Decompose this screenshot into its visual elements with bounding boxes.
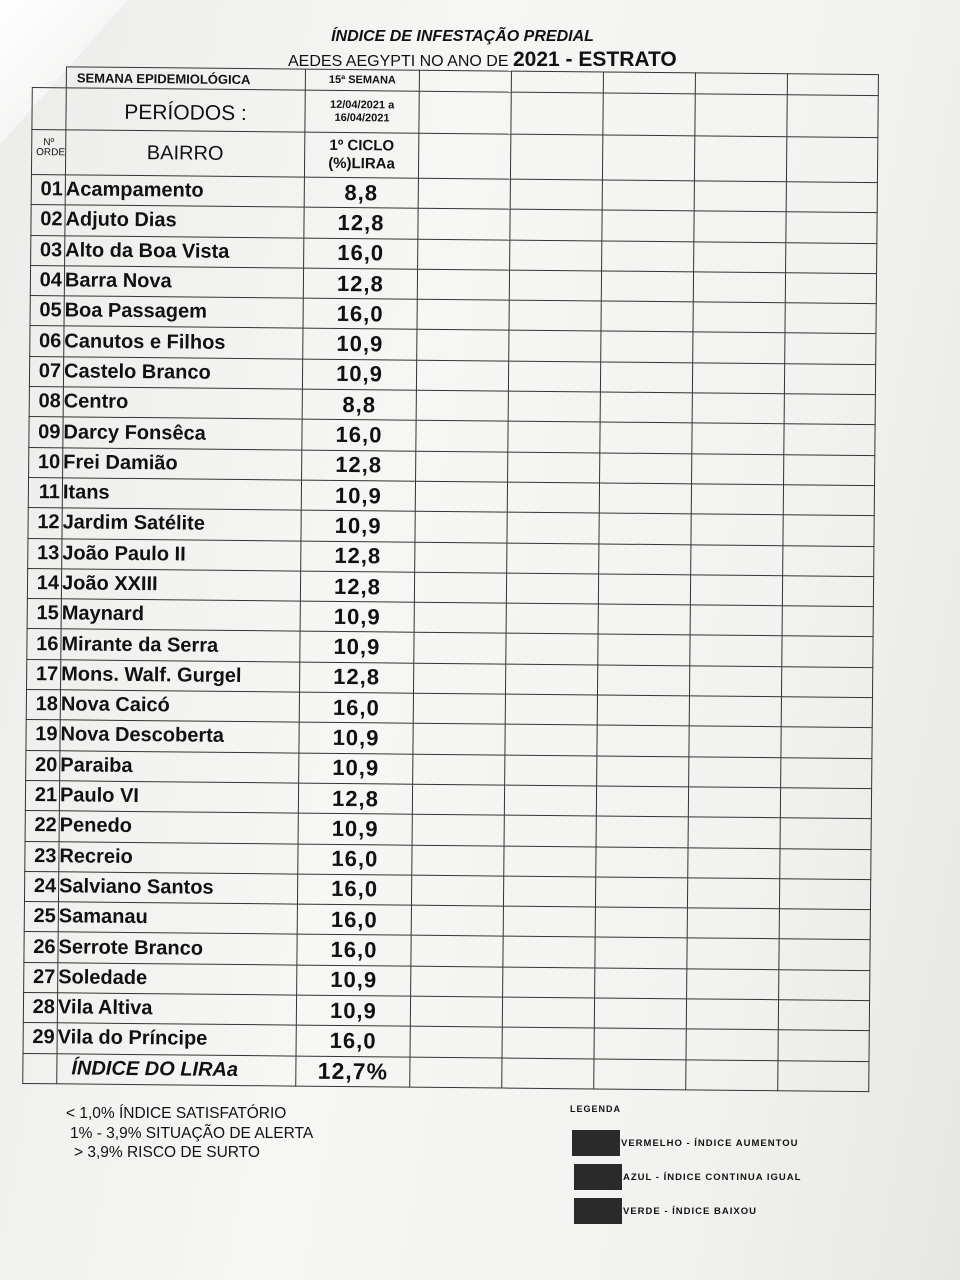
order-number: 22 [25,811,59,842]
criteria-alert: 1% - 3,9% SITUAÇÃO DE ALERTA [70,1124,314,1142]
empty-cell [414,572,506,603]
empty-cell [692,454,784,485]
empty-cell [602,210,694,241]
empty-cell [594,998,686,1029]
empty-cell [503,876,595,907]
lira-value: 16,0 [303,298,417,329]
empty-cell [782,576,873,607]
order-number: 08 [29,387,63,418]
redacted-swatch [574,1198,622,1224]
empty-cell [601,331,693,362]
empty-cell [417,299,509,330]
empty-cell [507,482,599,513]
lira-value: 16,0 [299,692,413,723]
lira-value: 8,8 [302,389,416,420]
empty-cell [688,817,780,848]
bairro-name: Nova Caicó [60,690,299,723]
empty-cell [785,303,876,334]
empty-cell [600,453,692,484]
empty-cell [594,1028,686,1059]
empty-cell [508,421,600,452]
empty-cell [691,544,783,575]
empty-cell [510,240,602,271]
empty-cell [687,878,779,909]
subtitle-year-estrato: 2021 - ESTRATO [512,48,677,71]
total-value: 12,7% [296,1056,410,1087]
empty-cell [596,846,688,877]
order-number: 09 [29,417,63,448]
empty-cell [595,877,687,908]
bairro-name: Paraiba [60,750,299,783]
empty-cell [694,241,786,272]
table-body [23,174,877,1061]
empty-cell [503,936,595,967]
order-number-header: Nº ORDE [31,130,65,175]
empty-cell [504,846,596,877]
bairro-name: Frei Damião [63,447,302,480]
bairro-name: João Paulo II [62,538,301,571]
empty-cell [418,178,510,209]
empty-cell [597,695,689,726]
empty-cell [504,815,596,846]
document-title: ÍNDICE DE INFESTAÇÃO PREDIAL [331,28,594,45]
empty-cell [689,666,781,697]
empty-cell [686,999,778,1030]
order-number: 13 [28,538,62,569]
lira-value: 12,8 [301,541,415,572]
redacted-swatch [572,1130,620,1156]
empty-cell [694,211,786,242]
bairro-name: Serrote Branco [58,932,297,965]
empty-cell [778,1030,869,1061]
lira-value: 10,9 [300,601,414,632]
empty-cell [411,905,503,936]
empty-cell [505,694,597,725]
lira-value: 10,9 [301,510,415,541]
week-label: SEMANA EPIDEMIOLÓGICA [66,67,305,90]
order-number: 03 [31,235,65,266]
order-number: 11 [28,477,62,508]
empty-cell [502,997,594,1028]
empty-cell [416,390,508,421]
empty-cell [781,757,872,788]
bairro-name: Castelo Branco [63,357,302,390]
empty-cell [505,755,597,786]
empty-cell [694,181,786,212]
order-number: 05 [30,296,64,327]
empty-cell [691,514,783,545]
empty-cell [781,666,872,697]
total-label: ÍNDICE DO LIRAa [57,1053,296,1086]
empty-cell [784,394,875,425]
empty-cell [509,270,601,301]
empty-cell [783,545,874,576]
bairro-name: Samanau [58,902,297,935]
order-number: 18 [26,690,60,721]
empty-cell [507,543,599,574]
empty-cell [780,848,871,879]
empty-cell [508,452,600,483]
empty-cell [781,727,872,758]
empty-cell [597,665,689,696]
order-number: 28 [23,992,57,1023]
order-number: 17 [27,659,61,690]
subtitle-prefix: AEDES AEGYPTI NO ANO DE [288,53,509,70]
empty-cell [786,242,877,273]
bairro-name: Acampamento [65,175,304,208]
empty-cell [783,485,874,516]
criteria-satisfactory: < 1,0% ÍNDICE SATISFATÓRIO [66,1105,287,1122]
empty-cell [415,511,507,542]
bairro-name: Centro [63,387,302,420]
empty-cell [785,333,876,364]
lira-value: 10,9 [298,813,412,844]
empty-cell [599,483,691,514]
legenda-item-blue [574,1164,801,1190]
bairro-name: Alto da Boa Vista [65,235,304,268]
empty-cell [687,969,779,1000]
bairro-name: Darcy Fonsêca [63,417,302,450]
lira-value: 12,8 [300,662,414,693]
empty-cell [506,573,598,604]
empty-cell [778,1000,869,1031]
empty-cell [411,936,503,967]
empty-cell [414,602,506,633]
empty-cell [784,364,875,395]
empty-cell [418,239,510,270]
infestation-table [22,66,879,1092]
empty-cell [780,818,871,849]
empty-cell [599,544,691,575]
empty-cell [510,179,602,210]
lira-value: 8,8 [304,177,418,208]
empty-cell [691,484,783,515]
redacted-swatch [574,1164,622,1190]
empty-cell [595,968,687,999]
lira-value: 10,9 [299,753,413,784]
bairro-name: Penedo [59,811,298,844]
empty-cell [508,391,600,422]
empty-cell [502,1027,594,1058]
empty-cell [783,515,874,546]
bairro-name: Adjuto Dias [65,205,304,238]
empty-cell [786,182,877,213]
bairro-name: Mirante da Serra [61,629,300,662]
bairro-name: Barra Nova [64,266,303,299]
empty-cell [508,361,600,392]
empty-cell [693,302,785,333]
order-number: 19 [26,720,60,751]
empty-cell [413,693,505,724]
empty-cell [412,784,504,815]
empty-cell [503,967,595,998]
empty-cell [596,786,688,817]
order-number: 07 [29,356,63,387]
lira-value: 12,8 [303,268,417,299]
empty-cell [600,422,692,453]
empty-cell [595,907,687,938]
order-number: 24 [24,871,58,902]
empty-cell [599,513,691,544]
order-number: 20 [26,750,60,781]
empty-cell [690,575,782,606]
lira-value: 16,0 [297,935,411,966]
empty-cell [506,634,598,665]
empty-cell [510,209,602,240]
empty-cell [686,1029,778,1060]
empty-cell [509,300,601,331]
empty-cell [411,875,503,906]
lira-value: 12,8 [298,783,412,814]
empty-cell [779,879,870,910]
empty-cell [784,424,875,455]
empty-cell [780,788,871,819]
empty-cell [416,451,508,482]
bairro-name: Maynard [61,599,300,632]
lira-value: 10,9 [301,480,415,511]
empty-cell [418,209,510,240]
empty-cell [417,269,509,300]
empty-cell [688,787,780,818]
empty-cell [689,756,781,787]
empty-cell [411,966,503,997]
empty-cell [509,331,601,362]
bairro-name: Itans [62,478,301,511]
bairro-header: BAIRRO [65,130,304,177]
bairro-name: Canutos e Filhos [64,326,303,359]
empty-cell [779,939,870,970]
empty-cell [693,332,785,363]
empty-cell [779,909,870,940]
order-number: 26 [24,932,58,963]
empty-cell [687,908,779,939]
empty-cell [416,360,508,391]
order-number: 21 [25,780,59,811]
columns-header-row [31,130,877,183]
empty-cell [602,241,694,272]
lira-value: 10,9 [302,359,416,390]
empty-cell [782,606,873,637]
empty-cell [781,697,872,728]
lira-value: 16,0 [297,904,411,935]
lira-value: 16,0 [302,419,416,450]
empty-cell [689,726,781,757]
order-number: 02 [31,205,65,236]
empty-cell [785,273,876,304]
lira-value: 16,0 [298,844,412,875]
empty-cell [601,301,693,332]
bairro-name: Nova Descoberta [60,720,299,753]
legenda-item-green [574,1198,757,1224]
lira-value: 16,0 [304,238,418,269]
period-value: 12/04/2021 a 16/04/2021 [305,90,419,133]
empty-cell [598,574,690,605]
empty-cell [784,454,875,485]
order-number: 15 [27,599,61,630]
lira-value: 16,0 [296,1025,410,1056]
infestation-table-sheet [22,66,888,1092]
criteria-legend [66,1104,313,1163]
legenda-item-red [572,1130,798,1156]
order-number: 04 [30,265,64,296]
order-number: 27 [24,962,58,993]
empty-cell [692,423,784,454]
legenda-item-label: VERDE - ÍNDICE BAIXOU [623,1205,757,1217]
criteria-risk: > 3,9% RISCO DE SURTO [74,1144,260,1161]
lira-value: 10,9 [297,965,411,996]
empty-cell [786,212,877,243]
empty-cell [413,724,505,755]
lira-value: 12,8 [304,207,418,238]
empty-cell [600,392,692,423]
bairro-name: Vila do Príncipe [57,1023,296,1056]
empty-cell [506,603,598,634]
bairro-name: Paulo VI [59,781,298,814]
bairro-name: João XXIII [61,569,300,602]
empty-cell [692,393,784,424]
empty-cell [413,754,505,785]
empty-cell [688,847,780,878]
order-number: 14 [27,568,61,599]
empty-cell [415,542,507,573]
bairro-name: Boa Passagem [64,296,303,329]
empty-cell [410,1026,502,1057]
empty-cell [690,605,782,636]
order-number: 23 [25,841,59,872]
empty-cell [505,664,597,695]
empty-cell [412,845,504,876]
cycle-header: 1º CICLO (%)LIRAa [304,132,418,178]
empty-cell [505,724,597,755]
legenda-title: LEGENDA [570,1104,622,1114]
periods-label: PERÍODOS : [66,88,305,132]
order-number: 25 [24,902,58,933]
empty-cell [596,816,688,847]
empty-cell [413,663,505,694]
lira-value: 16,0 [297,874,411,905]
lira-value: 10,9 [296,995,410,1026]
empty-cell [416,421,508,452]
order-number: 06 [30,326,64,357]
bairro-name: Mons. Walf. Gurgel [61,660,300,693]
lira-value: 10,9 [300,632,414,663]
empty-cell [598,604,690,635]
bairro-name: Recreio [59,841,298,874]
empty-cell [779,969,870,1000]
empty-cell [417,330,509,361]
empty-cell [414,633,506,664]
lira-value: 10,9 [299,722,413,753]
order-number: 29 [23,1023,57,1054]
empty-cell [412,814,504,845]
bairro-name: Salviano Santos [58,872,297,905]
legenda-item-label: AZUL - ÍNDICE CONTINUA IGUAL [623,1171,802,1183]
empty-cell [602,180,694,211]
week-value: 15ª SEMANA [305,69,419,91]
empty-cell [595,937,687,968]
lira-value: 12,8 [302,450,416,481]
lira-value: 10,9 [303,329,417,360]
empty-cell [693,272,785,303]
empty-cell [692,363,784,394]
bairro-name: Vila Altiva [57,993,296,1026]
empty-cell [782,636,873,667]
empty-cell [507,512,599,543]
empty-cell [503,906,595,937]
legenda-item-label: VERMELHO - ÍNDICE AUMENTOU [621,1137,799,1149]
order-number: 16 [27,629,61,660]
empty-cell [689,696,781,727]
empty-cell [600,362,692,393]
empty-cell [410,996,502,1027]
empty-cell [415,481,507,512]
empty-cell [598,634,690,665]
order-number: 12 [28,508,62,539]
empty-cell [597,756,689,787]
order-number: 10 [29,447,63,478]
order-number: 01 [31,174,65,205]
empty-cell [687,938,779,969]
empty-cell [601,271,693,302]
empty-cell [597,725,689,756]
empty-cell [504,785,596,816]
lira-value: 12,8 [300,571,414,602]
bairro-name: Jardim Satélite [62,508,301,541]
empty-cell [690,635,782,666]
bairro-name: Soledade [58,963,297,996]
